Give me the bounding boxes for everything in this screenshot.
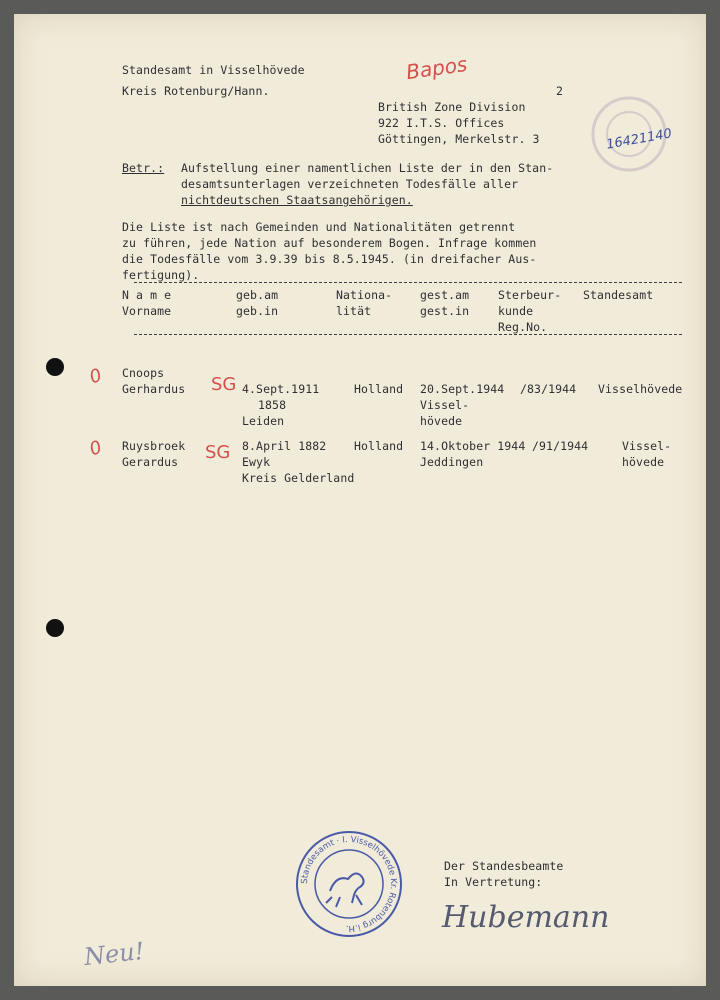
margin-mark: 0 [86,364,105,389]
row2-nation: Holland [354,439,404,453]
row1-standesamt: Visselhövede [598,382,683,396]
header-sterbeurkunde: Sterbeur- [498,288,562,302]
subject-label: Betr.: [122,161,165,175]
row2-geb-place: Ewyk [242,455,271,469]
header-gest-in: gest.in [420,304,470,318]
row2-vorname: Gerardus [122,455,179,469]
subject-line3: nichtdeutschen Staatsangehörigen. [181,193,413,207]
row2-gest-in: Jeddingen [420,455,484,469]
header-vorname: Vorname [122,304,172,318]
recipient-line3: Göttingen, Merkelstr. 3 [378,132,540,146]
row2-standesamt-2: hövede [622,455,665,469]
subject-line2: desamtsunterlagen verzeichneten Todesfälle aller [181,177,519,191]
row1-geb-in: Leiden [242,414,285,428]
pencil-note: Neu! [82,936,146,972]
row2-geb-am: 8.April 1882 [242,439,327,453]
header-nationalitaet: Nationa- [336,288,393,302]
faint-stamp-icon [589,94,669,174]
row2-gest-am: 14.Oktober 1944 [420,439,526,453]
instructions-line4: fertigung). [122,268,200,282]
subject-line1: Aufstellung einer namentlichen Liste der in den Stan- [181,161,554,175]
red-pencil-note: Bapos [404,51,469,85]
row2-name: Ruysbroek [122,439,186,453]
page-number: 2 [556,84,564,98]
instructions-line2: zu führen, jede Nation auf besonderem Bogen. Infrage kommen [122,236,537,250]
header-geb-in: geb.in [236,304,279,318]
row1-geb-year: 1858 [258,398,287,412]
header-standesamt: Standesamt [583,288,654,302]
row1-name: Cnoops [122,366,165,380]
header-sterbeurkunde-2: kunde [498,304,534,318]
header-name: N a m e [122,288,172,302]
header-geb-am: geb.am [236,288,279,302]
instructions-line1: Die Liste ist nach Gemeinden und Nationalitäten getrennt [122,220,516,234]
office-stamp-icon [294,829,404,939]
header-nationalitaet-2: lität [336,304,372,318]
row1-nation: Holland [354,382,404,396]
divider [134,334,682,335]
row1-vorname: Gerhardus [122,382,186,396]
recipient-line2: 922 I.T.S. Offices [378,116,505,130]
row2-geb-in: Kreis Gelderland [242,471,355,485]
signature-line2: In Vertretung: [444,875,543,889]
instructions-line3: die Todesfälle vom 3.9.39 bis 8.5.1945. (in dreifacher Aus- [122,252,537,266]
header-gest-am: gest.am [420,288,470,302]
recipient-line1: British Zone Division [378,100,526,114]
office-line1: Standesamt in Visselhövede [122,63,305,77]
office-line2: Kreis Rotenburg/Hann. [122,84,270,98]
sg-mark: SG [211,374,237,395]
handwritten-signature: Hubemann [442,900,610,935]
sg-mark: SG [205,442,231,463]
stamp-ring-text: Standesamt · I. Visselhövede Kr. Rotenburg i.H. [299,834,399,934]
row1-geb-am: 4.Sept.1911 [242,382,320,396]
row1-reg: /83/1944 [520,382,577,396]
row1-gest-in-2: hövede [420,414,463,428]
document-number: 16421140 [605,126,673,153]
signature-line1: Der Standesbeamte [444,859,564,873]
document-page [14,14,706,986]
row2-reg: /91/1944 [532,439,589,453]
row1-gest-am: 20.Sept.1944 [420,382,505,396]
punch-hole [46,619,64,637]
punch-hole [46,358,64,376]
header-reg-no: Reg.No. [498,320,548,334]
margin-mark: 0 [86,436,105,461]
divider [134,282,682,283]
row1-gest-in: Vissel- [420,398,470,412]
row2-standesamt: Vissel- [622,439,672,453]
